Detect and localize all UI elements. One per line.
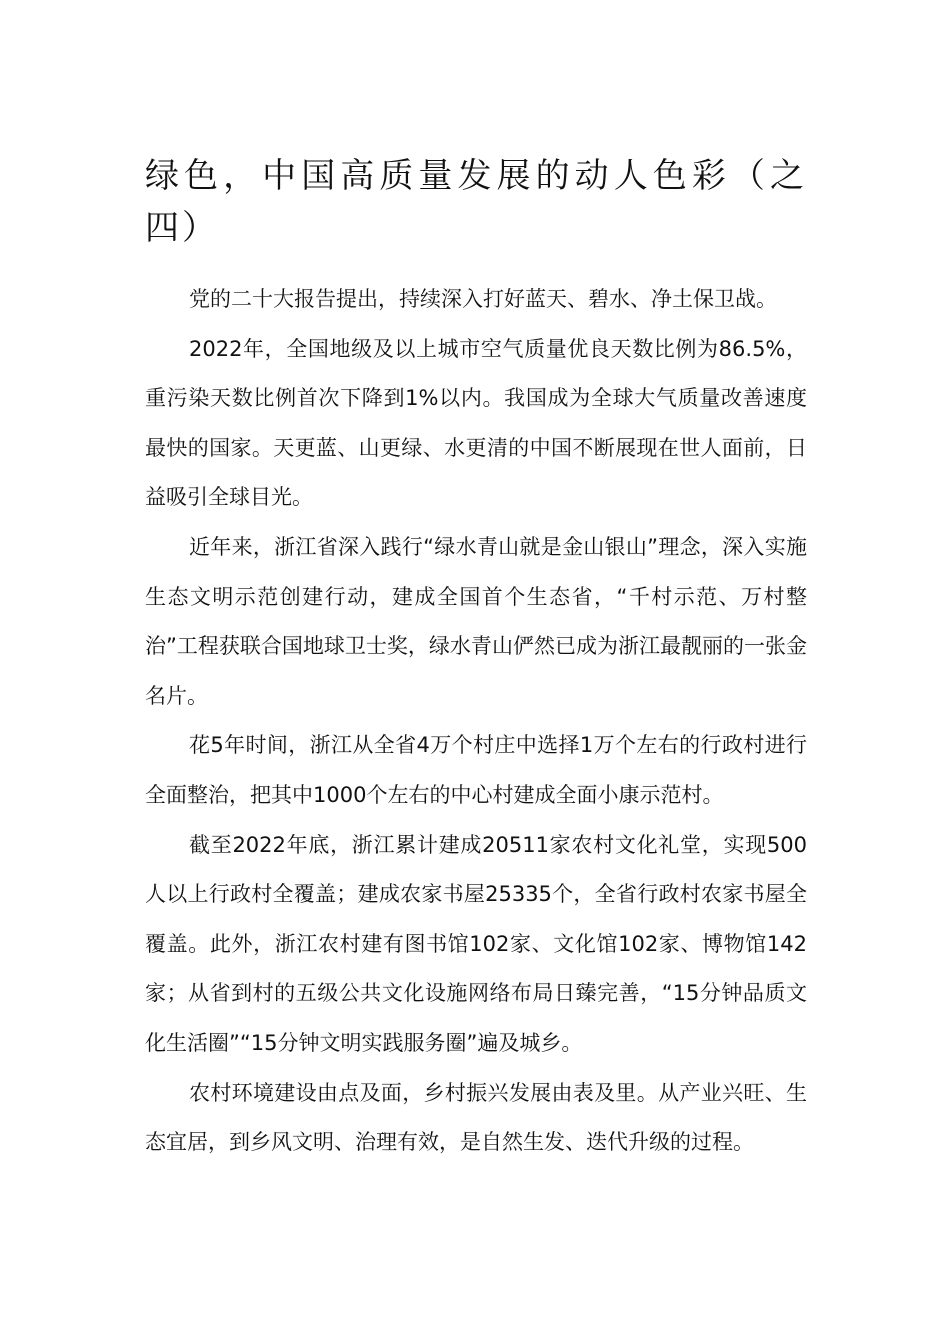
paragraph-5: 截至2022年底，浙江累计建成20511家农村文化礼堂，实现500人以上行政村全覆盖；建成农家书屋25335个，全省行政村农家书屋全覆盖。此外，浙江农村建有图书馆102家、文化馆102家、博物馆142家；从省到村的五级公共文化设施网络布局日臻完善，“15分钟品质文化生活圈”“15分钟文明实践服务圈”遍及城乡。: [145, 832, 807, 1055]
document-body: [145, 275, 807, 1168]
paragraph-6: 农村环境建设由点及面，乡村振兴发展由表及里。从产业兴旺、生态宜居，到乡风文明、治理有效，是自然生发、迭代升级的过程。: [145, 1080, 807, 1155]
paragraph-2: 2022年，全国地级及以上城市空气质量优良天数比例为86.5%，重污染天数比例首次下降到1%以内。我国成为全球大气质量改善速度最快的国家。天更蓝、山更绿、水更清的中国不断展现在世人面前，日益吸引全球目光。: [145, 336, 807, 510]
paragraph-4: 花5年时间，浙江从全省4万个村庄中选择1万个左右的行政村进行全面整治，把其中1000个左右的中心村建成全面小康示范村。: [145, 733, 807, 807]
paragraph-3: 近年来，浙江省深入践行“绿水青山就是金山银山”理念，深入实施生态文明示范创建行动，建成全国首个生态省，“千村示范、万村整治”工程获联合国地球卫士奖，绿水青山俨然已成为浙江最靓丽的一张金名片。: [145, 534, 807, 708]
document-title: 绿色，中国高质量发展的动人色彩（之四）: [145, 156, 807, 248]
paragraph-1: 党的二十大报告提出，持续深入打好蓝天、碧水、净土保卫战。: [189, 287, 777, 311]
document-content: [145, 150, 807, 1168]
